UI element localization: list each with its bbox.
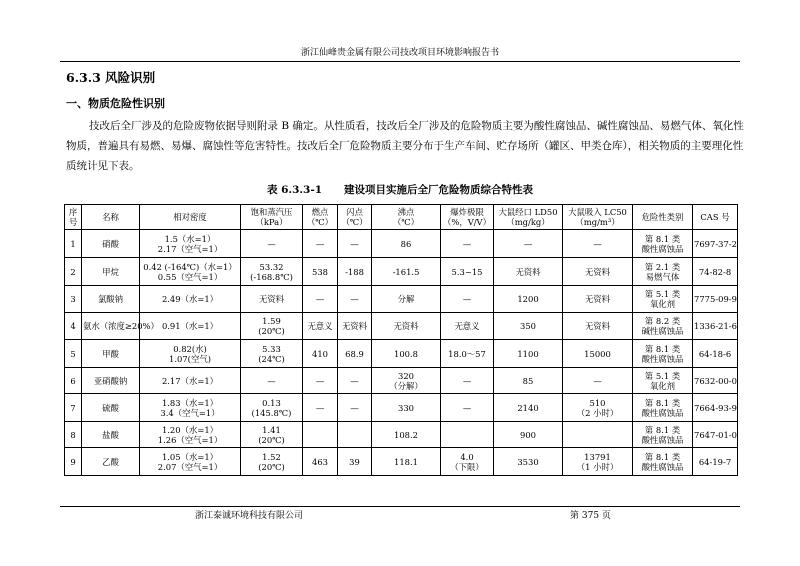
- cell-hazard-line: 第 8.1 类: [644, 233, 681, 244]
- cell-boil: 118.1: [372, 448, 441, 476]
- header-cas: CAS 号: [693, 205, 738, 230]
- footer-page-number: 第 375 页: [570, 511, 611, 521]
- cell-vapor-line: (20℃): [258, 461, 285, 472]
- cell-hazard-line: 第 2.1 类: [644, 261, 681, 272]
- cell-flash: 无意义: [303, 313, 338, 340]
- cell-density: [140, 230, 241, 258]
- header-boil-line: （℃）: [392, 217, 420, 227]
- cell-no: 2: [65, 258, 82, 286]
- page-header: 浙江仙峰贵金属有限公司技改项目环境影响报告书: [300, 48, 499, 58]
- cell-explode-line: 4.0: [460, 451, 474, 462]
- cell-lc50: —: [563, 368, 633, 394]
- cell-density-line: 1.20（水=1）: [161, 424, 219, 435]
- cell-no: 6: [65, 368, 82, 394]
- header-ignite-line: 闪点: [346, 207, 363, 217]
- cell-hazard: [633, 394, 693, 422]
- cell-ignite: 无资料: [338, 313, 372, 340]
- footer-rule: [60, 506, 740, 507]
- header-explode-line: 爆炸极限: [450, 207, 484, 217]
- cell-vapor-line: 0.13: [262, 397, 281, 408]
- cell-hazard: [633, 340, 693, 368]
- cell-lc50: 无资料: [563, 258, 633, 286]
- table-row: [65, 286, 738, 313]
- cell-hazard-line: 酸性腐蚀品: [641, 407, 684, 418]
- cell-hazard-line: 碱性腐蚀品: [641, 326, 684, 336]
- cell-lc50: 15000: [563, 340, 633, 368]
- cell-vapor: [241, 313, 303, 340]
- cell-density-line: 2.17（空气=1）: [157, 243, 223, 254]
- cell-boil: 108.2: [372, 422, 441, 448]
- cell-explode: —: [441, 230, 494, 258]
- cell-ld50: 900: [494, 422, 563, 448]
- header-ld50-line: （mg/kg）: [506, 217, 550, 227]
- cell-hazard: [633, 313, 693, 340]
- cell-flash: 538: [303, 258, 338, 286]
- cell-name: 硝酸: [82, 230, 140, 258]
- table-row: [65, 368, 738, 394]
- cell-ignite: —: [338, 230, 372, 258]
- cell-no: 3: [65, 286, 82, 313]
- cell-boil-line: 320: [398, 370, 414, 381]
- cell-no: 4: [65, 313, 82, 340]
- header-flash-line: 燃点: [311, 207, 329, 217]
- cell-hazard-line: 氧化剂: [649, 380, 676, 391]
- cell-flash: —: [303, 368, 338, 394]
- cell-density-line: 2.07（空气=1）: [157, 461, 223, 472]
- cell-explode: [441, 422, 494, 448]
- cell-ld50: 2140: [494, 394, 563, 422]
- cell-boil: 分解: [372, 286, 441, 313]
- cell-cas: 7632-00-0: [693, 368, 738, 394]
- cell-hazard-line: 第 8.2 类: [644, 316, 681, 326]
- header-seq-line: 号: [68, 217, 78, 227]
- header-density: 相对密度: [140, 205, 241, 230]
- cell-lc50: 无资料: [563, 286, 633, 313]
- cell-ignite: —: [338, 394, 372, 422]
- cell-cas: 64-19-7: [693, 448, 738, 476]
- cell-density-line: 1.07(空气): [169, 353, 211, 364]
- cell-boil: -161.5: [372, 258, 441, 286]
- cell-flash: —: [303, 394, 338, 422]
- cell-ld50: 350: [494, 313, 563, 340]
- cell-lc50: [563, 394, 633, 422]
- cell-density: 2.17（水=1）: [140, 368, 241, 394]
- cell-vapor-line: 1.41: [262, 424, 281, 435]
- cell-hazard-line: 氧化剂: [649, 299, 676, 309]
- cell-hazard: [633, 258, 693, 286]
- cell-density-line: 0.42 (-164℃)（水=1）: [143, 261, 237, 272]
- header-lc50-line: 大鼠吸入 LC50: [568, 207, 627, 217]
- header-rule: [60, 61, 740, 62]
- table-caption-number: 表 6.3.3-1: [266, 184, 323, 196]
- cell-ld50: 85: [494, 368, 563, 394]
- cell-lc50: [563, 422, 633, 448]
- cell-vapor-line: (-168.8℃): [250, 271, 293, 282]
- table-row: [65, 340, 738, 368]
- cell-vapor: —: [241, 230, 303, 258]
- cell-vapor-line: (20℃): [258, 326, 285, 336]
- table-row: [65, 258, 738, 286]
- hazard-table: [64, 204, 738, 476]
- cell-explode: 5.3~15: [441, 258, 494, 286]
- header-ignite-line: （℃）: [341, 217, 368, 227]
- cell-ignite: 39: [338, 448, 372, 476]
- cell-hazard: [633, 286, 693, 313]
- cell-hazard-line: 第 8.1 类: [644, 424, 681, 435]
- cell-lc50-line: 510: [589, 397, 606, 408]
- table-head: [65, 205, 738, 230]
- cell-lc50-line: 13791: [584, 451, 611, 462]
- section-number: 6.3.3: [66, 70, 101, 85]
- header-ld50: [494, 205, 563, 230]
- cell-vapor-line: 5.33: [262, 343, 281, 354]
- cell-lc50: 无资料: [563, 313, 633, 340]
- cell-boil: 86: [372, 230, 441, 258]
- header-vapor-line: （kPa）: [255, 217, 288, 227]
- header-boil-line: 沸点: [397, 207, 415, 217]
- cell-boil: [372, 368, 441, 394]
- cell-lc50: [563, 448, 633, 476]
- cell-lc50-line: （1 小时）: [576, 461, 619, 472]
- table-caption-title: 建设项目实施后全厂危险物质综合特性表: [344, 184, 534, 196]
- header-lc50-line: （mg/m³）: [575, 217, 620, 227]
- cell-ignite: 68.9: [338, 340, 372, 368]
- table-header-row: [65, 205, 738, 230]
- header-seq-line: 序: [68, 207, 78, 217]
- header-boil: [372, 205, 441, 230]
- cell-explode-line: （下限）: [450, 461, 484, 472]
- cell-density-line: 3.4（空气=1）: [160, 407, 220, 418]
- cell-hazard-line: 第 5.1 类: [644, 289, 681, 299]
- cell-no: 9: [65, 448, 82, 476]
- cell-hazard-line: 第 8.1 类: [644, 451, 681, 462]
- cell-density-line: 0.55（空气=1）: [157, 271, 223, 282]
- header-seq: [65, 205, 82, 230]
- cell-density-line: 1.26（空气=1）: [157, 434, 223, 445]
- cell-ld50: 1100: [494, 340, 563, 368]
- cell-vapor-line: 53.32: [259, 261, 284, 272]
- header-vapor: [241, 205, 303, 230]
- table-row: [65, 422, 738, 448]
- cell-density: [140, 340, 241, 368]
- cell-name: 硫酸: [82, 394, 140, 422]
- cell-ignite: -188: [338, 258, 372, 286]
- cell-cas: 7697-37-2: [693, 230, 738, 258]
- cell-vapor-line: (24℃): [258, 353, 285, 364]
- cell-explode: 无意义: [441, 313, 494, 340]
- cell-density: [140, 258, 241, 286]
- cell-name: 甲酸: [82, 340, 140, 368]
- header-explode-line: （%，V/V）: [442, 217, 491, 227]
- cell-density-line: 1.5（水=1）: [164, 233, 216, 244]
- cell-hazard: [633, 422, 693, 448]
- header-ld50-line: 大鼠经口 LD50: [498, 207, 558, 217]
- header-flash: [303, 205, 338, 230]
- cell-explode: 18.0～57: [441, 340, 494, 368]
- cell-density-line: 1.83（水=1）: [161, 397, 219, 408]
- cell-vapor: [241, 448, 303, 476]
- table-row: [65, 448, 738, 476]
- cell-cas: 1336-21-6: [693, 313, 738, 340]
- cell-hazard-line: 第 5.1 类: [644, 370, 681, 381]
- cell-density: 2.49（水=1）: [140, 286, 241, 313]
- cell-name: 氯酸钠: [82, 286, 140, 313]
- cell-hazard-line: 酸性腐蚀品: [641, 243, 684, 254]
- cell-cas: 7775-09-9: [693, 286, 738, 313]
- cell-ld50: 3530: [494, 448, 563, 476]
- subsection-title: 一、物质危险性识别: [66, 97, 165, 110]
- cell-hazard-line: 易燃气体: [645, 271, 680, 282]
- cell-ld50: 1200: [494, 286, 563, 313]
- cell-ld50: 无资料: [494, 258, 563, 286]
- header-name: 名称: [82, 205, 140, 230]
- cell-flash: —: [303, 230, 338, 258]
- cell-vapor-line: (145.8℃): [251, 407, 292, 418]
- cell-flash: [303, 422, 338, 448]
- header-vapor-line: 饱和蒸汽压: [250, 207, 293, 217]
- cell-name: 亚硝酸钠: [82, 368, 140, 394]
- cell-cas: 7647-01-0: [693, 422, 738, 448]
- cell-vapor-line: 1.59: [262, 316, 281, 326]
- footer-company: 浙江泰诚环境科技有限公司: [195, 511, 304, 521]
- cell-ignite: [338, 422, 372, 448]
- cell-vapor-line: 1.52: [262, 451, 281, 462]
- cell-boil: 330: [372, 394, 441, 422]
- cell-hazard-line: 酸性腐蚀品: [641, 461, 684, 472]
- cell-vapor: [241, 422, 303, 448]
- cell-lc50-line: （2 小时）: [576, 407, 619, 418]
- cell-flash: 463: [303, 448, 338, 476]
- cell-vapor: 无资料: [241, 286, 303, 313]
- cell-hazard: [633, 230, 693, 258]
- cell-hazard: [633, 368, 693, 394]
- cell-vapor: [241, 340, 303, 368]
- header-flash-line: （℃）: [306, 217, 334, 227]
- section-title: [66, 68, 155, 86]
- cell-cas: 7664-93-9: [693, 394, 738, 422]
- cell-hazard-line: 第 8.1 类: [644, 343, 681, 354]
- table-row: [65, 394, 738, 422]
- section-heading: 风险识别: [105, 70, 156, 85]
- cell-name: 甲烷: [82, 258, 140, 286]
- cell-vapor-line: (20℃): [258, 434, 285, 445]
- body-paragraph: 技改后全厂涉及的危险废物依据导则附录 B 确定。从性质看，技改后全厂涉及的危险物质主要为酸性腐蚀品、碱性腐蚀品、易燃气体、氧化性物质，普遍具有易燃、易爆、腐蚀性等危害特性。技改后全厂危险物质主要分布于生产车间、贮存场所（罐区、甲类仓库），相关物质的主要理化性质统计见下表。: [66, 120, 744, 172]
- cell-explode: [441, 448, 494, 476]
- cell-density: 0.91（水=1）: [140, 313, 241, 340]
- cell-density: [140, 422, 241, 448]
- table-row: [65, 313, 738, 340]
- cell-no: 5: [65, 340, 82, 368]
- cell-explode: —: [441, 394, 494, 422]
- cell-ignite: —: [338, 286, 372, 313]
- cell-ignite: —: [338, 368, 372, 394]
- cell-boil: 100.8: [372, 340, 441, 368]
- cell-lc50: —: [563, 230, 633, 258]
- table-row: [65, 230, 738, 258]
- header-hazard: 危险性类别: [633, 205, 693, 230]
- cell-cas: 74-82-8: [693, 258, 738, 286]
- header-lc50: [563, 205, 633, 230]
- cell-density: [140, 394, 241, 422]
- cell-density: [140, 448, 241, 476]
- cell-density-line: 0.82(水): [173, 343, 207, 354]
- cell-vapor: [241, 258, 303, 286]
- cell-cas: 64-18-6: [693, 340, 738, 368]
- cell-no: 7: [65, 394, 82, 422]
- table-caption: [60, 182, 740, 197]
- cell-hazard-line: 酸性腐蚀品: [641, 434, 684, 445]
- header-explode: [441, 205, 494, 230]
- cell-name: 氨水（浓度≥20%）: [82, 313, 140, 340]
- cell-boil-line: （分解）: [389, 380, 423, 391]
- cell-hazard-line: 第 8.1 类: [644, 397, 681, 408]
- cell-density-line: 1.05（水=1）: [161, 451, 219, 462]
- cell-name: 乙酸: [82, 448, 140, 476]
- header-ignite: [338, 205, 372, 230]
- cell-vapor: [241, 394, 303, 422]
- cell-boil: 无资料: [372, 313, 441, 340]
- cell-explode: —: [441, 286, 494, 313]
- cell-vapor: —: [241, 368, 303, 394]
- cell-name: 盐酸: [82, 422, 140, 448]
- cell-flash: 410: [303, 340, 338, 368]
- cell-hazard: [633, 448, 693, 476]
- cell-explode: —: [441, 368, 494, 394]
- cell-flash: —: [303, 286, 338, 313]
- cell-no: 8: [65, 422, 82, 448]
- table-body: [65, 230, 738, 476]
- cell-no: 1: [65, 230, 82, 258]
- cell-hazard-line: 酸性腐蚀品: [641, 353, 684, 364]
- cell-ld50: —: [494, 230, 563, 258]
